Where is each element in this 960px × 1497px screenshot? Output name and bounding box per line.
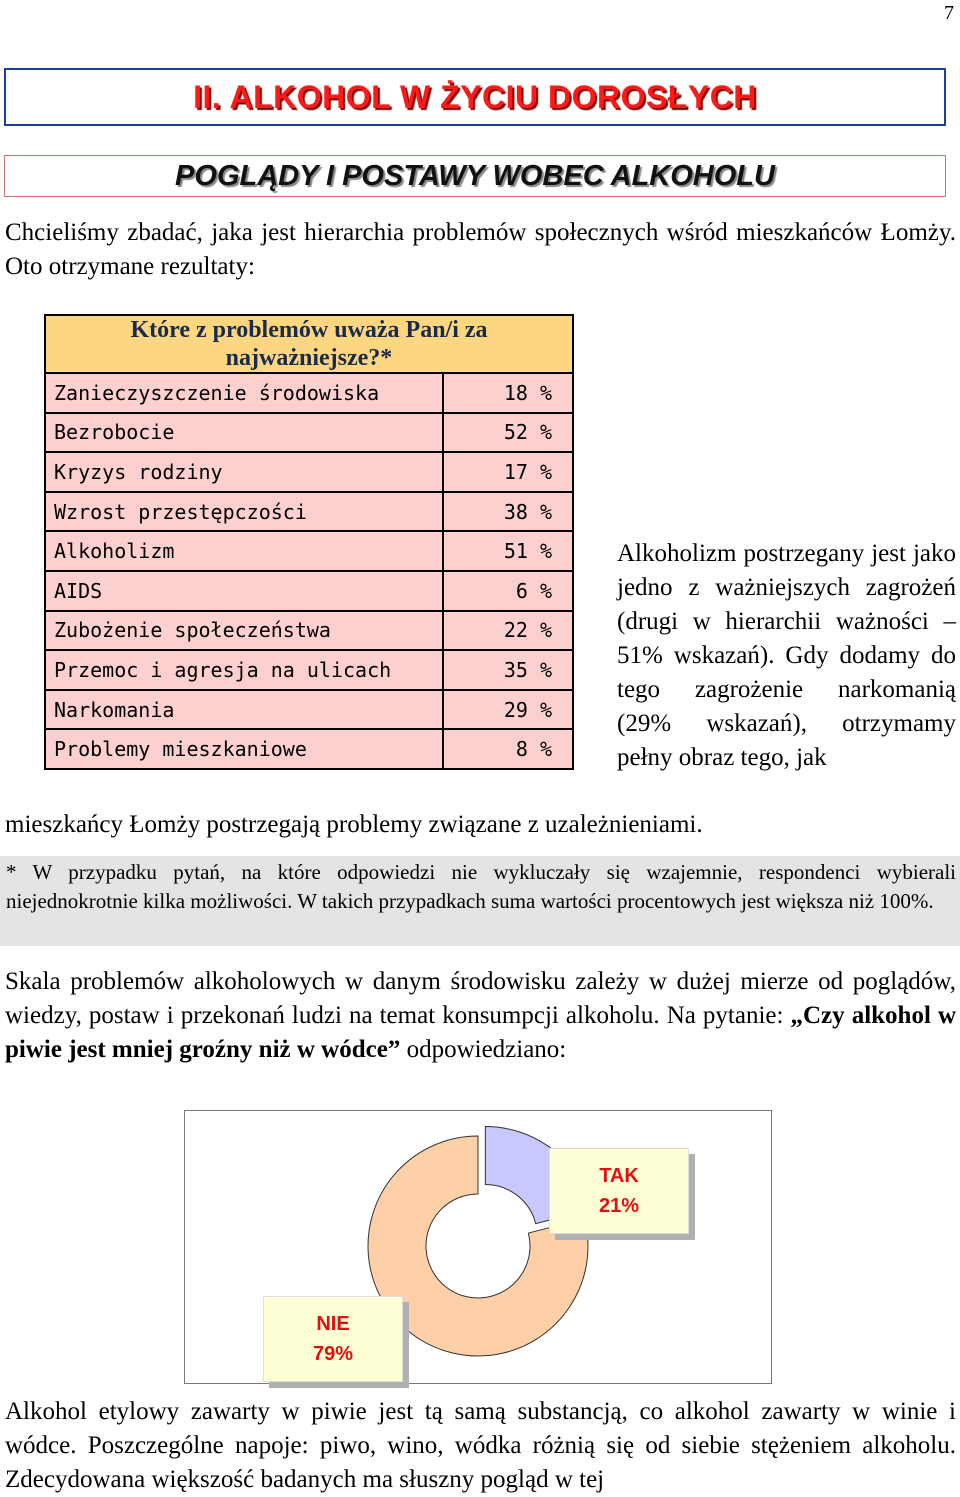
row-value: 35 %	[443, 650, 573, 690]
paragraph-2-after: odpowiedziano:	[406, 1036, 567, 1063]
row-label: Alkoholizm	[45, 531, 443, 571]
chart-label-nie	[263, 1296, 403, 1382]
subsection-title-box	[4, 155, 946, 197]
table-header-line2: najważniejsze?*	[225, 345, 393, 371]
section-title-box	[4, 68, 946, 126]
paragraph-2	[5, 965, 956, 1067]
table-row	[45, 452, 573, 492]
page-number: 7	[944, 2, 954, 24]
side-commentary: Alkoholizm postrzegany jest jako jedno z ważniejszych zagrożeń (drugi w hierarchii ważności – 51% wskazań). Gdy dodamy do tego zagrożenie narkomanią (29% wskazań), otrzymamy pełny obraz tego, jak	[617, 540, 956, 771]
problems-table	[44, 314, 574, 770]
row-value: 29 %	[443, 690, 573, 730]
chart-label-tak-value: 21%	[598, 1195, 640, 1217]
row-label: Kryzys rodziny	[45, 452, 443, 492]
row-value: 17 %	[443, 452, 573, 492]
row-value: 38 %	[443, 492, 573, 532]
side-commentary-end: mieszkańcy Łomży postrzegają problemy związane z uzależnieniami.	[5, 811, 703, 838]
table-row	[45, 729, 573, 769]
row-label: AIDS	[45, 571, 443, 611]
table-row	[45, 531, 573, 571]
row-value: 51 %	[443, 531, 573, 571]
chart-frame	[184, 1110, 772, 1384]
table-header	[45, 315, 573, 373]
footnote: * W przypadku pytań, na które odpowiedzi nie wykluczały się wzajemnie, respondenci wybierali niejednokrotnie kilka możliwości. W takich przypadkach suma wartości procentowych jest większa niż 100%.	[0, 856, 960, 946]
row-value: 52 %	[443, 413, 573, 453]
row-value: 6 %	[443, 571, 573, 611]
chart-label-nie-value: 79%	[312, 1343, 354, 1365]
table-row	[45, 373, 573, 413]
row-value: 22 %	[443, 611, 573, 651]
row-label: Zanieczyszczenie środowiska	[45, 373, 443, 413]
chart-label-nie-name: NIE	[316, 1313, 350, 1335]
row-label: Problemy mieszkaniowe	[45, 729, 443, 769]
row-label: Przemoc i agresja na ulicach	[45, 650, 443, 690]
row-label: Narkomania	[45, 690, 443, 730]
row-label: Bezrobocie	[45, 413, 443, 453]
chart-label-tak	[549, 1148, 689, 1234]
table-row	[45, 571, 573, 611]
row-value: 8 %	[443, 729, 573, 769]
section-title: II. ALKOHOL W ŻYCIU DOROSŁYCH	[193, 78, 757, 115]
table-header-line1: Które z problemów uważa Pan/i za	[130, 317, 488, 343]
survey-question: „Czy alkohol w piwie jest mniej groźny niż w wódce”	[5, 1002, 957, 1063]
table-row	[45, 413, 573, 453]
subsection-title: POGLĄDY I POSTAWY WOBEC ALKOHOLU	[175, 159, 775, 192]
paragraph-2-text: Skala problemów alkoholowych w danym środowisku zależy w dużej mierze od poglądów, wiedzy, postaw i przekonań ludzi na temat konsumpcji alkoholu. Na pytanie:	[5, 968, 956, 1029]
chart-label-tak-name: TAK	[599, 1165, 639, 1187]
row-label: Wzrost przestępczości	[45, 492, 443, 532]
intro-paragraph: Chcieliśmy zbadać, jaka jest hierarchia problemów społecznych wśród mieszkańców Łomży. Oto otrzymane rezultaty:	[5, 219, 956, 280]
row-label: Zubożenie społeczeństwa	[45, 611, 443, 651]
table-row	[45, 492, 573, 532]
table-row	[45, 611, 573, 651]
table-row	[45, 690, 573, 730]
table-row	[45, 650, 573, 690]
paragraph-3: Alkohol etylowy zawarty w piwie jest tą samą substancją, co alkohol zawarty w winie i wódce. Poszczególne napoje: piwo, wino, wódka różnią się od siebie stężeniem alkoholu. Zdecydowana większość badanych ma słuszny pogląd w tej	[5, 1398, 956, 1493]
row-value: 18 %	[443, 373, 573, 413]
